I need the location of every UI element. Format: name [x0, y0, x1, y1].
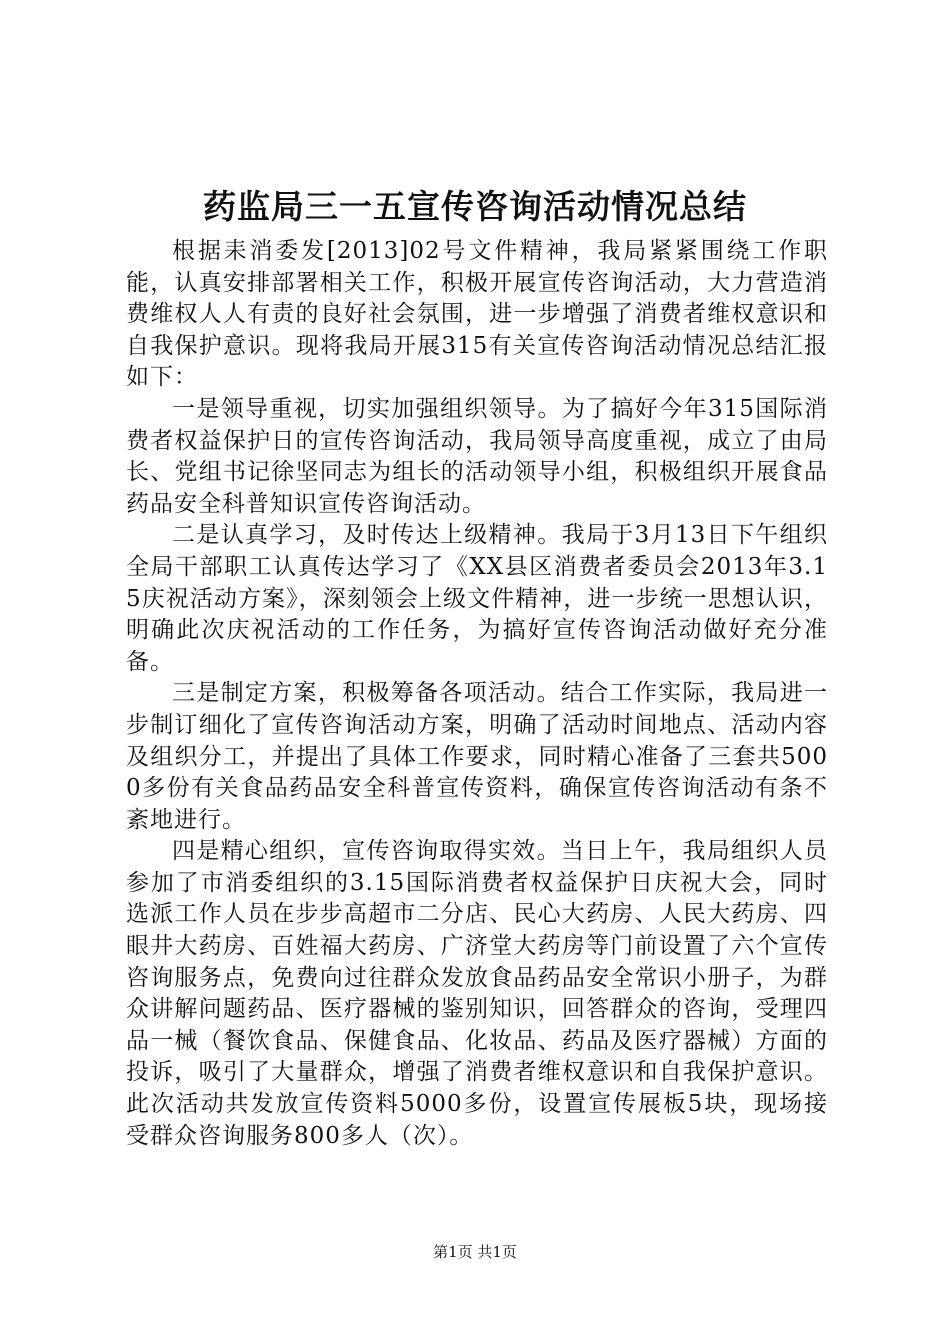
document-body: [126, 236, 828, 1152]
paragraph-point-2: 二是认真学习，及时传达上级精神。我局于3月13日下午组织全局干部职工认真传达学习了《XX县区消费者委员会2013年3.15庆祝活动方案》，深刻领会上级文件精神，进一步统一思想认识，明确此次庆祝活动的工作任务，为搞好宣传咨询活动做好充分准备。: [126, 522, 828, 675]
paragraph-intro: 根据耒消委发[2013]02号文件精神，我局紧紧围绕工作职能，认真安排部署相关工作，积极开展宣传咨询活动，大力营造消费维权人人有责的良好社会氛围，进一步增强了消费者维权意识和自我保护意识。现将我局开展315有关宣传咨询活动情况总结汇报如下：: [126, 238, 828, 391]
page-footer: 第1页 共1页: [433, 1243, 517, 1261]
paragraph-point-4: 四是精心组织，宣传咨询取得实效。当日上午，我局组织人员参加了市消委组织的3.15国际消费者权益保护日庆祝大会，同时选派工作人员在步步高超市二分店、民心大药房、人民大药房、四眼井大药房、百姓福大药房、广济堂大药房等门前设置了六个宣传咨询服务点，免费向过往群众发放食品药品安全常识小册子，为群众讲解问题药品、医疗器械的鉴别知识，回答群众的咨询，受理四品一械（餐饮食品、保健食品、化妆品、药品及医疗器械）方面的投诉，吸引了大量群众，增强了消费者维权意识和自我保护意识。此次活动共发放宣传资料5000多份，设置宣传展板5块，现场接受群众咨询服务800多人（次）。: [126, 838, 828, 1149]
document-title: 药监局三一五宣传咨询活动情况总结: [203, 187, 747, 226]
paragraph-point-1: 一是领导重视，切实加强组织领导。为了搞好今年315国际消费者权益保护日的宣传咨询活动，我局领导高度重视，成立了由局长、党组书记徐坚同志为组长的活动领导小组，积极组织开展食品药品安全科普知识宣传咨询活动。: [126, 395, 828, 517]
paragraph-point-3: 三是制定方案，积极筹备各项活动。结合工作实际，我局进一步制订细化了宣传咨询活动方案，明确了活动时间地点、活动内容及组织分工，并提出了具体工作要求，同时精心准备了三套共5000多份有关食品药品安全科普宣传资料，确保宣传咨询活动有条不紊地进行。: [126, 680, 828, 833]
